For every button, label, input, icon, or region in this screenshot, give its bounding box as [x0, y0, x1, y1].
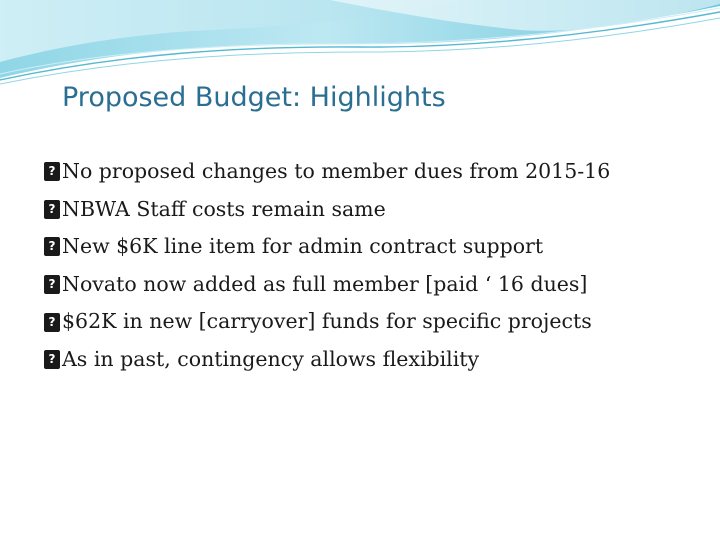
bullet-item	[44, 303, 704, 341]
replacement-character-icon	[44, 350, 60, 369]
bullet-text: $62K in new [carryover] funds for specific projects	[62, 309, 592, 334]
bullet-text: NBWA Staff costs remain same	[62, 196, 386, 221]
bullet-item	[44, 266, 704, 304]
bullet-item	[44, 153, 704, 191]
bullet-text: New $6K line item for admin contract support	[62, 234, 544, 259]
replacement-character-icon	[44, 162, 60, 181]
bullet-text: Novato now added as full member [paid ‘ 16 dues]	[62, 271, 588, 296]
bullet-item	[44, 228, 704, 266]
bullet-list	[44, 153, 704, 379]
bullet-text: No proposed changes to member dues from 2015-16	[62, 159, 611, 183]
bullet-item	[44, 191, 704, 229]
replacement-character-icon	[44, 275, 60, 294]
replacement-character-icon	[44, 237, 60, 256]
bullet-text: As in past, contingency allows flexibility	[62, 346, 480, 371]
replacement-character-icon	[44, 200, 60, 219]
slide-title: Proposed Budget: Highlights	[62, 82, 446, 113]
replacement-character-icon	[44, 313, 60, 332]
bullet-item	[44, 341, 704, 379]
wave-header-decoration	[0, 0, 720, 90]
